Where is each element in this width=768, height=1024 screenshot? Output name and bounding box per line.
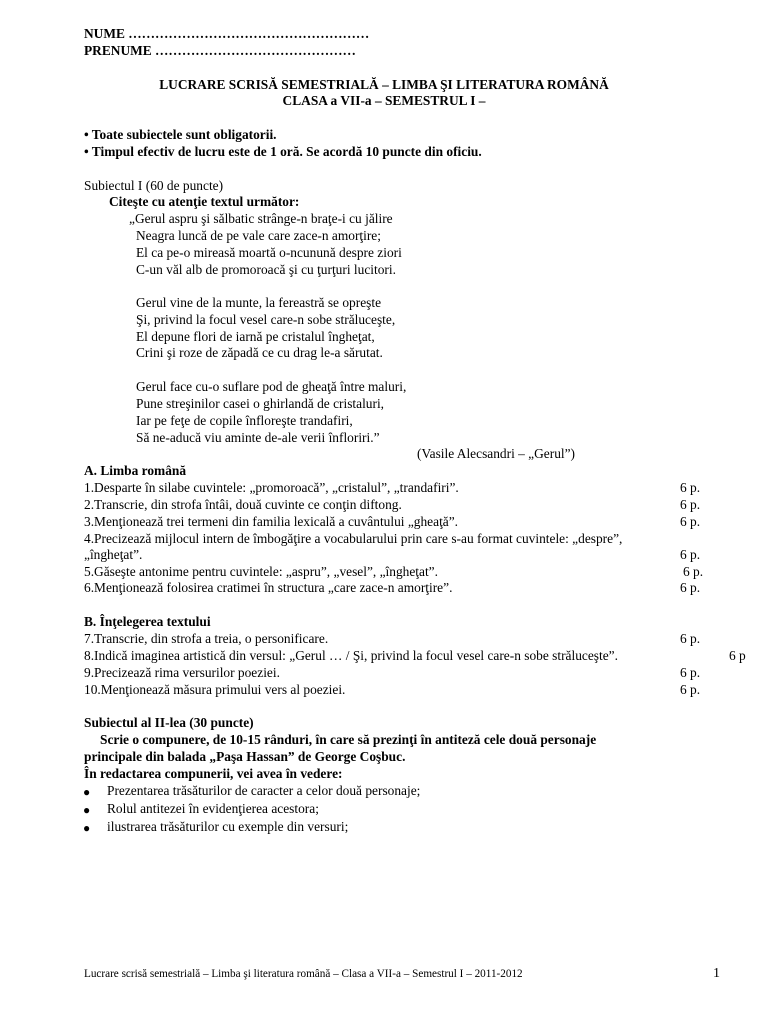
criteria-item: ilustrarea trăsăturilor cu exemple din versuri;: [107, 819, 349, 834]
question-text: 3.Menţionează trei termeni din familia lexicală a cuvântului „gheaţă”.: [84, 514, 459, 529]
question-text: 10.Menţionează măsura primului vers al poeziei.: [84, 682, 346, 697]
bullet-icon: ●: [83, 785, 91, 799]
question-text: 7.Transcrie, din strofa a treia, o personificare.: [84, 631, 329, 646]
subject2-heading: Subiectul al II-lea (30 puncte): [84, 715, 254, 730]
surname-field-label: PRENUME ………………………………………: [84, 43, 356, 58]
poem-verse: „Gerul aspru şi sălbatic strânge-n braţe-i cu jălire: [129, 211, 393, 226]
poem-verse: Să ne-aducă viu aminte de-ale verii înfloriri.”: [136, 430, 380, 445]
poem-verse: Gerul vine de la munte, la fereastră se opreşte: [136, 295, 382, 310]
question-points: 6 p.: [680, 514, 701, 529]
poem-verse: Pune streşinilor casei o ghirlandă de cristaluri,: [136, 396, 385, 411]
subject2-task: Scrie o compunere, de 10-15 rânduri, în care să prezinţi în antiteză cele două personaje: [100, 732, 597, 747]
question-text: 4.Precizează mijlocul intern de îmbogăţire a vocabularului prin care s-au format cuvintele: „despre”,: [84, 531, 623, 546]
section-b-heading: B. Înţelegerea textului: [84, 614, 211, 629]
question-text-continuation: „îngheţat”.: [84, 547, 143, 562]
bullet-icon: ●: [83, 821, 91, 835]
poem-verse: Gerul face cu-o suflare pod de gheaţă între maluri,: [136, 379, 407, 394]
poem-verse: El ca pe-o mireasă moartă o-ncunună despre ziori: [136, 245, 402, 260]
poem-verse: El depune flori de iarnă pe cristalul îngheţat,: [136, 329, 375, 344]
criteria-item: Prezentarea trăsăturilor de caracter a celor două personaje;: [107, 783, 421, 798]
question-text: 2.Transcrie, din strofa întâi, două cuvinte ce conţin diftong.: [84, 497, 402, 512]
poem-verse: Şi, privind la focul vesel care-n sobe străluceşte,: [136, 312, 396, 327]
question-text: 6.Menţionează folosirea cratimei în structura „care zace-n amorţire”.: [84, 580, 453, 595]
question-points: 6 p: [729, 648, 746, 663]
poem-verse: Crini şi roze de zăpadă ce cu drag le-a sărutat.: [136, 345, 383, 360]
subject1-heading: Subiectul I (60 de puncte): [84, 178, 224, 193]
criteria-heading: În redactarea compunerii, vei avea în vedere:: [84, 766, 343, 781]
criteria-item: Rolul antitezei în evidenţierea acestora;: [107, 801, 319, 816]
question-points: 6 p.: [680, 682, 701, 697]
subject1-instruction: Citeşte cu atenţie textul următor:: [109, 194, 300, 209]
poem-attribution: (Vasile Alecsandri – „Gerul”): [417, 446, 576, 461]
bullet-icon: ●: [83, 803, 91, 817]
question-text: 9.Precizează rima versurilor poeziei.: [84, 665, 280, 680]
poem-verse: C-un văl alb de promoroacă şi cu ţurţuri lucitori.: [136, 262, 396, 277]
question-points: 6 p.: [680, 480, 701, 495]
poem-verse: Iar pe feţe de copile înfloreşte trandafiri,: [136, 413, 353, 428]
rule-item: • Timpul efectiv de lucru este de 1 oră. Se acordă 10 puncte din oficiu.: [84, 144, 482, 159]
page-number: 1: [713, 966, 720, 981]
subject2-task-continuation: principale din balada „Paşa Hassan” de George Coşbuc.: [84, 749, 406, 764]
name-field-label: NUME ………………………………………………: [84, 26, 370, 41]
rule-item: • Toate subiectele sunt obligatorii.: [84, 127, 277, 142]
question-points: 6 p.: [680, 580, 701, 595]
poem-verse: Neagra luncă de pe vale care zace-n amorţire;: [136, 228, 381, 243]
question-points: 6 p.: [680, 631, 701, 646]
question-points: 6 p.: [680, 665, 701, 680]
exam-class-title: CLASA a VII-a – SEMESTRUL I –: [282, 93, 486, 108]
page-footer: Lucrare scrisă semestrială – Limba şi literatura română – Clasa a VII-a – Semestrul I – 2011-2012: [84, 968, 523, 980]
question-text: 8.Indică imaginea artistică din versul: „Gerul … / Şi, privind la focul vesel care-n sobe străluceşte”.: [84, 648, 618, 663]
question-points: 6 p.: [680, 547, 701, 562]
question-text: 5.Găseşte antonime pentru cuvintele: „aspru”, „vesel”, „îngheţat”.: [84, 564, 438, 579]
question-points: 6 p.: [680, 497, 701, 512]
question-points: 6 p.: [683, 564, 704, 579]
question-text: 1.Desparte în silabe cuvintele: „promoroacă”, „cristalul”, „trandafiri”.: [84, 480, 459, 495]
section-a-heading: A. Limba română: [84, 463, 187, 478]
exam-title: LUCRARE SCRISĂ SEMESTRIALĂ – LIMBA ŞI LITERATURA ROMÂNĂ: [159, 77, 609, 92]
